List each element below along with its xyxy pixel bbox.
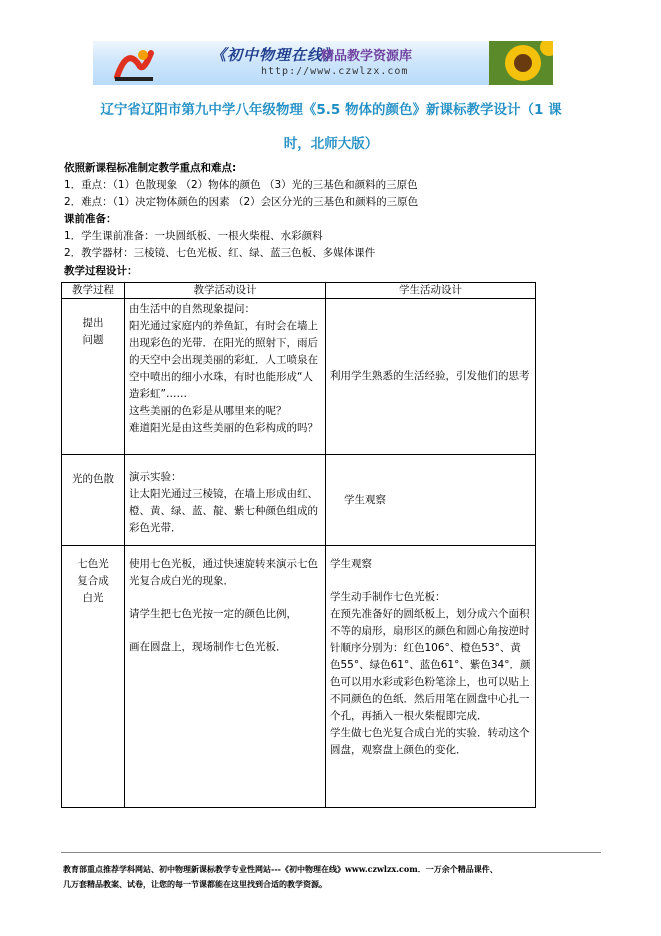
stage-cell (62, 455, 125, 546)
teacher-text: 演示实验： (129, 471, 182, 483)
student-cell (326, 455, 536, 546)
teacher-text: 请学生把七色光按一定的颜色比例， (129, 608, 297, 620)
process-heading: 教学过程设计： (64, 265, 138, 277)
table-header-row (62, 283, 536, 299)
stage-text: 光的色散 (72, 473, 114, 485)
stage-text: 复合成 (77, 575, 109, 587)
stage-text: 提出 (82, 317, 104, 329)
teacher-text: 难道阳光是由这些美丽的色彩构成的吗？ (129, 422, 318, 434)
banner-subtitle: 精品教学资源库 (321, 49, 413, 64)
student-cell (326, 546, 536, 808)
student-text: 学生做七色光复合成白光的实验．转动这个圆盘，观察盘上颜色的变化． (330, 727, 530, 756)
header-stage: 教学过程 (62, 283, 125, 299)
header-teacher: 教学活动设计 (125, 283, 326, 299)
teacher-text: 让太阳光通过三棱镜，在墙上形成由红、橙、黄、绿、蓝、靛、紫七种颜色组成的彩色光带． (129, 488, 318, 534)
footer-line-2: 几万套精品教案、试卷，让您的每一节课都能在这里找到合适的教学资源。 (63, 879, 327, 889)
teacher-text: 阳光通过家庭内的养鱼缸，有时会在墙上出现彩色的光带．在阳光的照射下，雨后的天空中会出现美丽的彩虹．人工喷泉在空中喷出的细小水珠，有时也能形成“人造彩虹”…… (129, 320, 318, 400)
footer-line-1: 教育部重点推荐学科网站、初中物理新课标教学专业性网站---《初中物理在线》www.czwlzx.com．一万余个精品课件、 (63, 864, 498, 874)
focus-item-1: 1．重点：（1）色散现象 （2）物体的颜色 （3）光的三基色和颜料的三原色 (64, 179, 418, 191)
student-text: 学生动手制作七色光板： (330, 591, 446, 603)
banner-title: 《初中物理在线》 (211, 46, 340, 64)
site-logo-icon (113, 45, 155, 83)
table-row (62, 299, 536, 455)
table-row (62, 455, 536, 546)
table-row (62, 546, 536, 808)
teacher-cell (125, 299, 326, 455)
student-text: 利用学生熟悉的生活经验，引发他们的思考 (330, 370, 530, 382)
student-cell (326, 299, 536, 455)
teacher-text: 由生活中的自然现象提问： (129, 303, 255, 315)
focus-heading: 依照新课程标准制定教学重点和难点: (64, 162, 237, 174)
page-footer (63, 862, 603, 892)
stage-text: 七色光 (77, 558, 109, 570)
student-text: 在预先准备好的圆纸板上，划分成六个面积不等的扇形，扇形区的颜色和圆心角按逆时针顺序分别为：红色106°、橙色53°、黄色55°、绿色61°、蓝色61°、紫色34°．颜色可以用水彩或彩色粉笔涂上，也可以贴上不同颜色的色纸．然后用笔在圆盘中心扎一个孔，再插入一根火柴棍即完成． (330, 608, 531, 722)
document-title-line1: 辽宁省辽阳市第九中学八年级物理《5.5 物体的颜色》新课标教学设计（1 课 (100, 102, 562, 118)
stage-cell (62, 299, 125, 455)
stage-text: 问题 (82, 334, 104, 346)
footer-divider (61, 852, 601, 853)
student-text: 学生观察 (344, 493, 386, 506)
prep-heading: 课前准备： (64, 213, 117, 225)
teacher-cell (125, 546, 326, 808)
teacher-text: 画在圆盘上，现场制作七色光板． (129, 641, 287, 653)
prep-item-2: 2．教学器材：三棱镜、七色光板、红、绿、蓝三色板、多媒体课件 (64, 247, 376, 259)
header-banner (93, 41, 553, 85)
document-title (56, 93, 606, 161)
student-text: 学生观察 (330, 558, 372, 570)
document-title-line2: 时，北师大版） (283, 136, 379, 152)
header-student: 学生活动设计 (326, 283, 536, 299)
prep-item-1: 1．学生课前准备：一块圆纸板、一根火柴棍、水彩颜料 (64, 230, 323, 242)
sunflower-icon (489, 41, 553, 85)
focus-item-2: 2．难点：（1）决定物体颜色的因素 （2）会区分光的三基色和颜料的三原色 (64, 196, 419, 208)
stage-cell (62, 546, 125, 808)
banner-url: http://www.czwlzx.com (261, 66, 409, 77)
teacher-text: 使用七色光板，通过快速旋转来演示七色光复合成白光的现象． (129, 558, 318, 587)
teacher-text: 这些美丽的色彩是从哪里来的呢？ (129, 405, 287, 417)
teacher-cell (125, 455, 326, 546)
stage-text: 白光 (82, 592, 104, 604)
lesson-plan-table (61, 282, 536, 808)
